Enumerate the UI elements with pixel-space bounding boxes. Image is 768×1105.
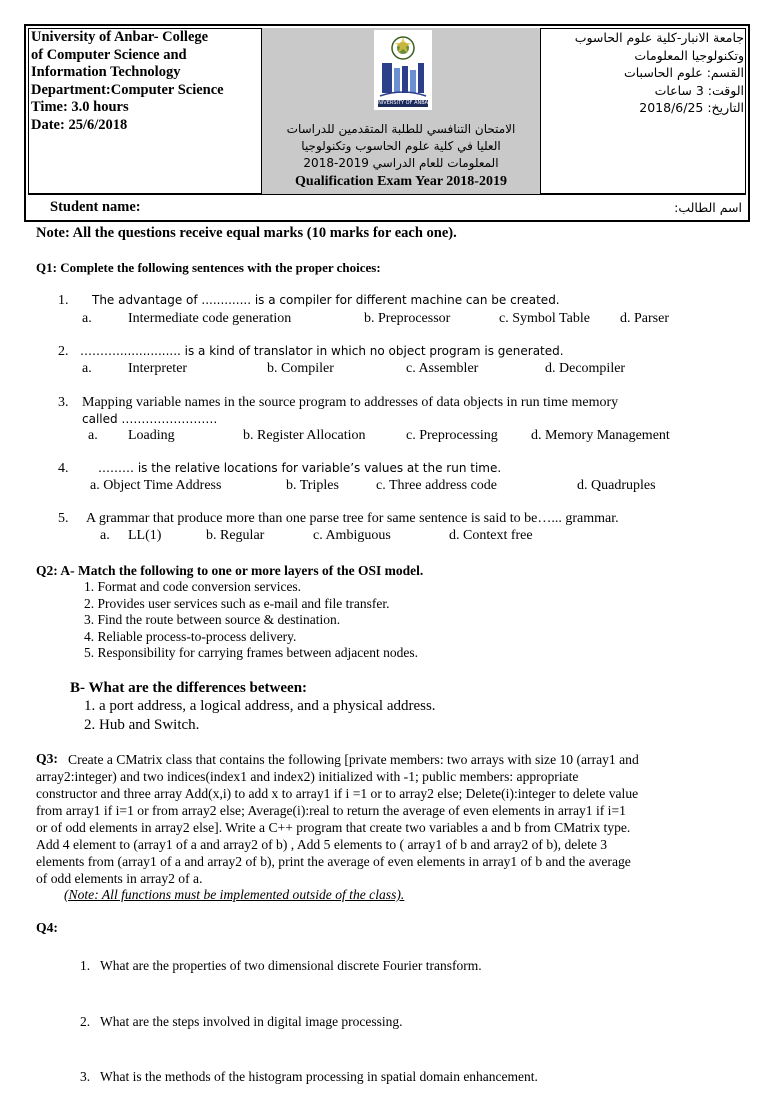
q3-line: Create a CMatrix class that contains the following [private members: two arrays with size 10 (array1 and: [68, 752, 639, 767]
header-divider-left: [261, 28, 262, 194]
q1-choice: c. Assembler: [406, 361, 479, 376]
q1-choice: c. Ambiguous: [313, 528, 391, 543]
logo-caption: UNIVERSITY OF ANBAR: [374, 100, 432, 106]
q1-item-number: 2.: [58, 344, 69, 359]
header-arabic-line: جامعة الانبار-كلية علوم الحاسوب: [574, 30, 744, 45]
exam-arabic-title-line: الامتحان التنافسي للطلبة المتقدمين للدراسات: [286, 122, 516, 136]
header-english-line: University of Anbar- College: [31, 29, 209, 45]
q2-list-item: 4. Reliable process-to-process delivery.: [84, 628, 297, 644]
header-arabic-line: القسم: علوم الحاسبات: [623, 65, 744, 80]
q1-item-text-continued: called ……………………: [82, 412, 218, 426]
exam-arabic-title-line: المعلومات للعام الدراسي 2019-2018: [303, 156, 499, 170]
exam-title: Qualification Exam Year 2018-2019: [295, 174, 507, 189]
q4-list-item: 3. What is the methods of the histogram processing in spatial domain enhancement.: [80, 1069, 538, 1084]
q1-choice: Intermediate code generation: [128, 311, 292, 326]
q1-choice: c. Preprocessing: [406, 428, 498, 443]
q4-list: [80, 920, 538, 1105]
q1-title: Q1: Complete the following sentences with the proper choices:: [36, 260, 381, 275]
q3-line: array2:integer) and two indices(index1 and index2) initialized with -1; public members: appropriate: [36, 769, 579, 784]
q3-line: Add 4 element to (array1 of a and array2 of b) , Add 5 elements to ( array1 of b and array2 of b), delete 3: [36, 837, 608, 852]
q3-line: of odd elements in array2 of a.: [36, 871, 203, 886]
q3-line: or of odd elements in array2 else]. Write a C++ program that create two variables a and b from CMatrix type.: [36, 820, 631, 835]
exam-arabic-title: [266, 121, 536, 172]
q1-choice: a.: [100, 528, 110, 543]
q1-choice: d. Parser: [620, 311, 669, 326]
q1-item-text: ……… is the relative locations for variable’s values at the run time.: [98, 461, 502, 475]
q1-choice: b. Regular: [206, 528, 265, 543]
q1-choice: b. Preprocessor: [364, 311, 451, 326]
q2-list-item: 5. Responsibility for carrying frames between adjacent nodes.: [84, 645, 419, 661]
q1-choice: d. Decompiler: [545, 361, 626, 376]
header-arabic-line: الوقت: 3 ساعات: [654, 82, 744, 98]
q1-item-text: A grammar that produce more than one parse tree for same sentence is said to be…... grammar.: [86, 511, 619, 526]
q3-label: Q3:: [36, 751, 58, 766]
q1-choice: b. Triples: [286, 478, 339, 493]
header-divider-bottom: [28, 194, 746, 195]
q2-title: Q2: A- Match the following to one or more layers of the OSI model.: [36, 563, 424, 578]
q1-choice: d. Quadruples: [577, 478, 656, 493]
exam-note: Note: All the questions receive equal marks (10 marks for each one).: [36, 225, 457, 241]
q1-item-text: Mapping variable names in the source program to addresses of data objects in run time memory: [82, 395, 619, 410]
q1-choice: Interpreter: [128, 361, 188, 376]
q3-line: constructor and three array Add(x,i) to add x to array1 if i =1 or to array2 else; Delete(i):integer to delete value: [36, 786, 639, 801]
q4-list-item: 1. What are the properties of two dimensional discrete Fourier transform.: [80, 958, 482, 973]
q1-item-number: 5.: [58, 511, 69, 526]
q1-item-number: 4.: [58, 461, 69, 476]
q1-choice: Loading: [128, 428, 175, 443]
header-arabic-line: التاريخ: 2018/6/25: [639, 100, 744, 115]
q3-note: (Note: All functions must be implemented outside of the class).: [64, 887, 405, 902]
header-english-block: [31, 29, 259, 134]
q1-choice: b. Compiler: [267, 361, 334, 376]
header-arabic-block: [546, 29, 744, 117]
q1-choice: d. Memory Management: [531, 428, 670, 443]
q1-choice: c. Symbol Table: [499, 311, 590, 326]
q2-list-item: 1. Format and code conversion services.: [84, 579, 302, 594]
q2-b-list-item: 2. Hub and Switch.: [84, 716, 200, 733]
header-english-line: Information Technology: [31, 64, 181, 80]
q2-b-list-item: 1. a port address, a logical address, and a physical address.: [84, 698, 436, 714]
exam-arabic-title-line: العليا في كلية علوم الحاسوب وتكنولوجيا: [301, 139, 501, 153]
university-logo: [374, 30, 432, 110]
q1-choice: a.: [82, 361, 92, 376]
q1-item-number: 3.: [58, 395, 69, 410]
header-english-line: Department:Computer Science: [31, 81, 224, 98]
q2-list-item: 2. Provides user services such as e-mail and file transfer.: [84, 595, 390, 611]
q3-line: from array1 if i=1 or from array2 else; Average(i):real to return the average of even elements in array1 if i=1: [36, 803, 626, 818]
q1-choice: a.: [88, 428, 98, 443]
q2-list: [84, 579, 418, 662]
q2-b-list: [84, 697, 436, 734]
q1-choice: a.: [82, 311, 92, 326]
q2-list-item: 3. Find the route between source & destination.: [84, 612, 341, 628]
student-name-label: Student name:: [50, 199, 141, 215]
header-arabic-line: وتكنولوجيا المعلومات: [634, 47, 744, 63]
q1-choice: b. Register Allocation: [243, 428, 366, 443]
q1-choice: a. Object Time Address: [90, 478, 222, 493]
header-divider-right: [540, 28, 541, 194]
q1-choice: c. Three address code: [376, 478, 498, 493]
student-name-label-arabic: اسم الطالب:: [674, 200, 742, 215]
university-seal-icon: [374, 30, 432, 110]
q1-choice: LL(1): [128, 528, 162, 543]
q2-b-title: B- What are the differences between:: [70, 680, 308, 696]
q1-item-text: ………................. is a kind of translator in which no object program is generated.: [80, 344, 564, 358]
q4-label: Q4:: [36, 920, 58, 935]
q3-line: elements from (array1 of a and array2 of b), print the average of even elements in array1 of b and the average: [36, 854, 631, 869]
header-english-line: Date: 25/6/2018: [31, 116, 128, 133]
header-english-line: of Computer Science and: [31, 46, 187, 63]
q1-choice: d. Context free: [449, 528, 533, 543]
q4-list-item: 2. What are the steps involved in digital image processing.: [80, 1013, 403, 1029]
q1-item-number: 1.: [58, 293, 69, 308]
header-english-line: Time: 3.0 hours: [31, 99, 129, 115]
q1-item-text: The advantage of ............. is a compiler for different machine can be created.: [92, 293, 560, 307]
